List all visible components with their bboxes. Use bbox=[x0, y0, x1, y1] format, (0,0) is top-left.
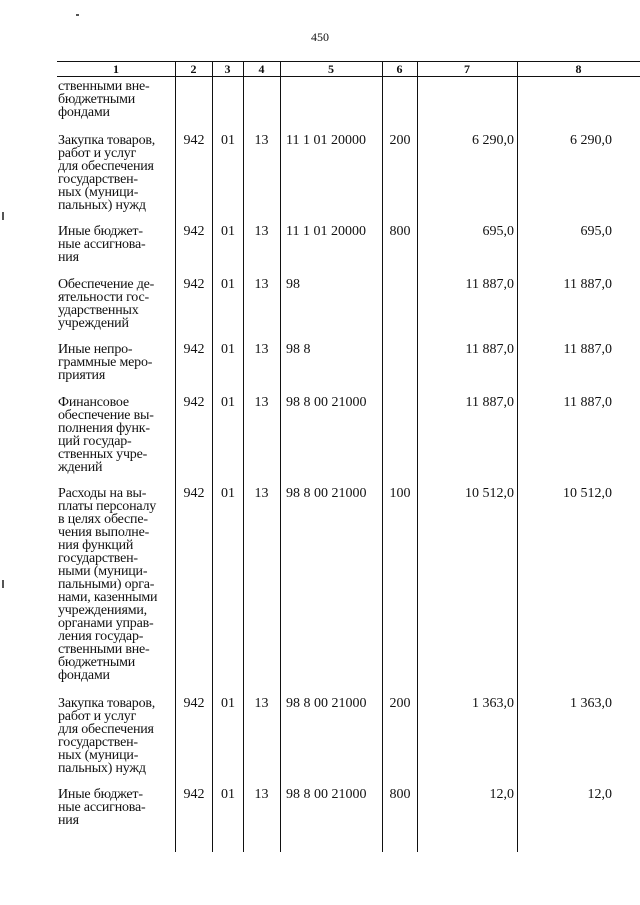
header-bottom-rule bbox=[57, 76, 640, 77]
row-amount-col8: 12,0 bbox=[587, 787, 612, 802]
column-header: 5 bbox=[328, 62, 334, 76]
row-name: Закупка товаров, работ и услуг для обеспечения государствен- ных (муници- пальных) нужд bbox=[58, 133, 156, 213]
row-amount-col8: 11 887,0 bbox=[563, 395, 612, 410]
row-amount-col7: 6 290,0 bbox=[472, 133, 514, 148]
row-ministry-code: 942 bbox=[183, 277, 205, 292]
row-section-code: 01 bbox=[221, 133, 235, 148]
row-target-article: 98 bbox=[286, 277, 300, 292]
row-section-code: 01 bbox=[221, 224, 235, 239]
column-header: 6 bbox=[396, 62, 403, 76]
page-number: 450 bbox=[311, 30, 329, 44]
row-subsection-code: 13 bbox=[254, 787, 269, 802]
row-target-article: 98 8 bbox=[286, 342, 311, 357]
row-amount-col7: 11 887,0 bbox=[465, 277, 514, 292]
row-name: Иные бюджет- ные ассигнова- ния bbox=[58, 224, 146, 265]
row-subsection-code: 13 bbox=[254, 224, 269, 239]
row-subsection-code: 13 bbox=[254, 486, 269, 501]
row-name: Финансовое обеспечение вы- полнения функ- ций государ- ственных учре- ждений bbox=[58, 395, 154, 475]
row-amount-col7: 11 887,0 bbox=[465, 342, 514, 357]
row-amount-col8: 11 887,0 bbox=[563, 342, 612, 357]
row-ministry-code: 942 bbox=[183, 342, 205, 357]
row-amount-col8: 6 290,0 bbox=[570, 133, 612, 148]
row-ministry-code: 942 bbox=[183, 133, 205, 148]
column-header: 8 bbox=[575, 62, 582, 76]
row-name: Обеспечение де- ятельности гос- ударственных учреждений bbox=[58, 277, 155, 331]
row-expense-type: 200 bbox=[389, 133, 411, 148]
column-divider bbox=[382, 61, 383, 852]
row-target-article: 98 8 00 21000 bbox=[286, 696, 367, 711]
row-name: Расходы на вы- платы персоналу в целях обеспе- чения выполне- ния функций государствен- ными (муници- пальными) орга- нами, казенными учреждениями, органами управ- ления государ- ственными вне- бюджетными фондами bbox=[58, 486, 158, 683]
row-target-article: 11 1 01 20000 bbox=[286, 224, 366, 239]
row-section-code: 01 bbox=[221, 277, 235, 292]
row-amount-col8: 1 363,0 bbox=[570, 696, 612, 711]
column-divider bbox=[212, 61, 213, 852]
column-divider bbox=[280, 61, 281, 852]
row-amount-col8: 10 512,0 bbox=[563, 486, 612, 501]
row-ministry-code: 942 bbox=[183, 787, 205, 802]
row-ministry-code: 942 bbox=[183, 224, 205, 239]
column-divider bbox=[417, 61, 418, 852]
row-ministry-code: 942 bbox=[183, 395, 205, 410]
row-subsection-code: 13 bbox=[254, 342, 269, 357]
row-amount-col7: 10 512,0 bbox=[465, 486, 514, 501]
row-amount-col7: 12,0 bbox=[489, 787, 514, 802]
row-amount-col7: 1 363,0 bbox=[472, 696, 514, 711]
row-section-code: 01 bbox=[221, 395, 235, 410]
column-divider bbox=[517, 61, 518, 852]
scan-speck bbox=[2, 580, 4, 588]
column-header: 2 bbox=[190, 62, 197, 76]
row-name: Иные бюджет- ные ассигнова- ния bbox=[58, 787, 146, 828]
row-section-code: 01 bbox=[221, 787, 235, 802]
row-section-code: 01 bbox=[221, 696, 235, 711]
row-name: ственными вне- бюджетными фондами bbox=[58, 79, 150, 120]
column-header: 7 bbox=[464, 62, 470, 76]
row-ministry-code: 942 bbox=[183, 696, 205, 711]
row-subsection-code: 13 bbox=[254, 277, 269, 292]
row-expense-type: 800 bbox=[389, 224, 411, 239]
column-header: 4 bbox=[258, 62, 265, 76]
row-section-code: 01 bbox=[221, 486, 235, 501]
row-target-article: 98 8 00 21000 bbox=[286, 787, 367, 802]
row-name: Закупка товаров, работ и услуг для обеспечения государствен- ных (муници- пальных) нужд bbox=[58, 696, 156, 776]
column-header: 3 bbox=[224, 62, 231, 76]
row-amount-col7: 695,0 bbox=[482, 224, 514, 239]
column-divider bbox=[175, 61, 176, 852]
column-divider bbox=[243, 61, 244, 852]
row-amount-col7: 11 887,0 bbox=[465, 395, 514, 410]
row-subsection-code: 13 bbox=[254, 395, 269, 410]
row-subsection-code: 13 bbox=[254, 133, 269, 148]
row-amount-col8: 695,0 bbox=[580, 224, 612, 239]
row-target-article: 98 8 00 21000 bbox=[286, 486, 367, 501]
row-section-code: 01 bbox=[221, 342, 235, 357]
row-expense-type: 200 bbox=[389, 696, 411, 711]
scan-speck bbox=[2, 212, 4, 220]
row-subsection-code: 13 bbox=[254, 696, 269, 711]
row-name: Иные непро- граммные меро- приятия bbox=[58, 342, 153, 383]
scan-speck bbox=[76, 14, 79, 16]
row-expense-type: 100 bbox=[389, 486, 411, 501]
row-target-article: 11 1 01 20000 bbox=[286, 133, 366, 148]
row-amount-col8: 11 887,0 bbox=[563, 277, 612, 292]
row-target-article: 98 8 00 21000 bbox=[286, 395, 367, 410]
row-ministry-code: 942 bbox=[183, 486, 205, 501]
column-header: 1 bbox=[113, 62, 119, 76]
row-expense-type: 800 bbox=[389, 787, 411, 802]
